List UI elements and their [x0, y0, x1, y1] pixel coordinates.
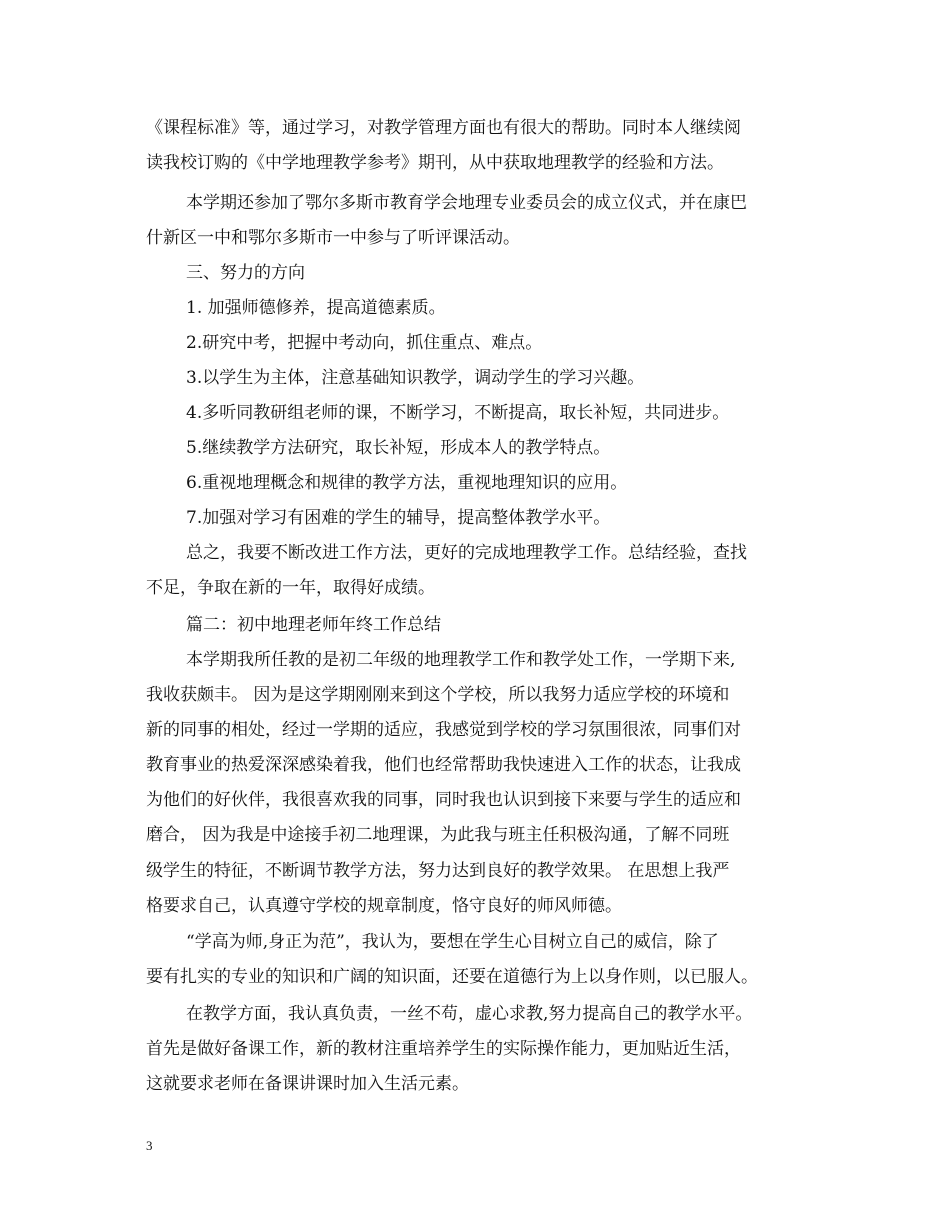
text-line: 本学期我所任教的是初二年级的地理教学工作和教学处工作，一学期下来,	[186, 650, 736, 670]
list-item: 6.重视地理概念和规律的教学方法，重视地理知识的应用。	[186, 473, 628, 493]
list-item: 5.继续教学方法研究，取长补短，形成本人的教学特点。	[186, 438, 611, 458]
list-item: 7.加强对学习有困难的学生的辅导，提高整体教学水平。	[186, 508, 611, 528]
text-line: 我收获颇丰。 因为是这学期刚刚来到这个学校，所以我努力适应学校的环境和	[146, 685, 730, 705]
text-line: 为他们的好伙伴，我很喜欢我的同事，同时我也认识到接下来要与学生的适应和	[146, 790, 741, 810]
list-item: 2.研究中考，把握中考动向，抓住重点、难点。	[186, 333, 543, 353]
text-line: 在教学方面，我认真负责，一丝不苟，虚心求教,努力提高自己的教学水平。	[186, 1004, 753, 1024]
text-line: 本学期还参加了鄂尔多斯市教育学会地理专业委员会的成立仪式，并在康巴	[186, 193, 747, 213]
text-line: 教育事业的热爱深深感染着我，他们也经常帮助我快速进入工作的状态，让我成	[146, 755, 741, 775]
text-line: 格要求自己，认真遵守学校的规章制度，恪守良好的师风师德。	[146, 896, 622, 916]
text-line: 要有扎实的专业的知识和广阔的知识面，还要在道德行为上以身作则，以已服人。	[146, 967, 758, 987]
text-line: 新的同事的相处，经过一学期的适应，我感觉到学校的学习氛围很浓，同事们对	[146, 720, 741, 740]
page-number: 3	[146, 1138, 153, 1153]
text-line: “学高为师,身正为范”，我认为，要想在学生心目树立自己的威信，除了	[186, 932, 719, 952]
section-heading: 三、努力的方向	[186, 263, 305, 283]
text-line: 总之，我要不断改进工作方法，更好的完成地理教学工作。总结经验，查找	[186, 543, 747, 563]
section-heading: 篇二：初中地理老师年终工作总结	[186, 615, 441, 635]
text-line: 级学生的特征，不断调节教学方法，努力达到良好的教学效果。 在思想上我严	[146, 861, 730, 881]
text-line: 读我校订购的《中学地理教学参考》期刊，从中获取地理教学的经验和方法。	[146, 153, 724, 173]
text-line: 首先是做好备课工作，新的教材注重培养学生的实际操作能力，更加贴近生活，	[146, 1039, 741, 1059]
list-item: 4.多听同教研组老师的课，不断学习，不断提高，取长补短，共同进步。	[186, 403, 730, 423]
list-item: 3.以学生为主体，注意基础知识教学，调动学生的学习兴趣。	[186, 368, 645, 388]
text-line: 《课程标准》等，通过学习，对教学管理方面也有很大的帮助。同时本人继续阅	[146, 118, 741, 138]
text-line: 这就要求老师在备课讲课时加入生活元素。	[146, 1074, 469, 1094]
text-line: 什新区一中和鄂尔多斯市一中参与了听评课活动。	[146, 228, 520, 248]
list-item: 1. 加强师德修养，提高道德素质。	[186, 298, 446, 318]
text-line: 磨合， 因为我是中途接手初二地理课，为此我与班主任积极沟通，了解不同班	[146, 825, 730, 845]
text-line: 不足，争取在新的一年，取得好成绩。	[146, 578, 435, 598]
